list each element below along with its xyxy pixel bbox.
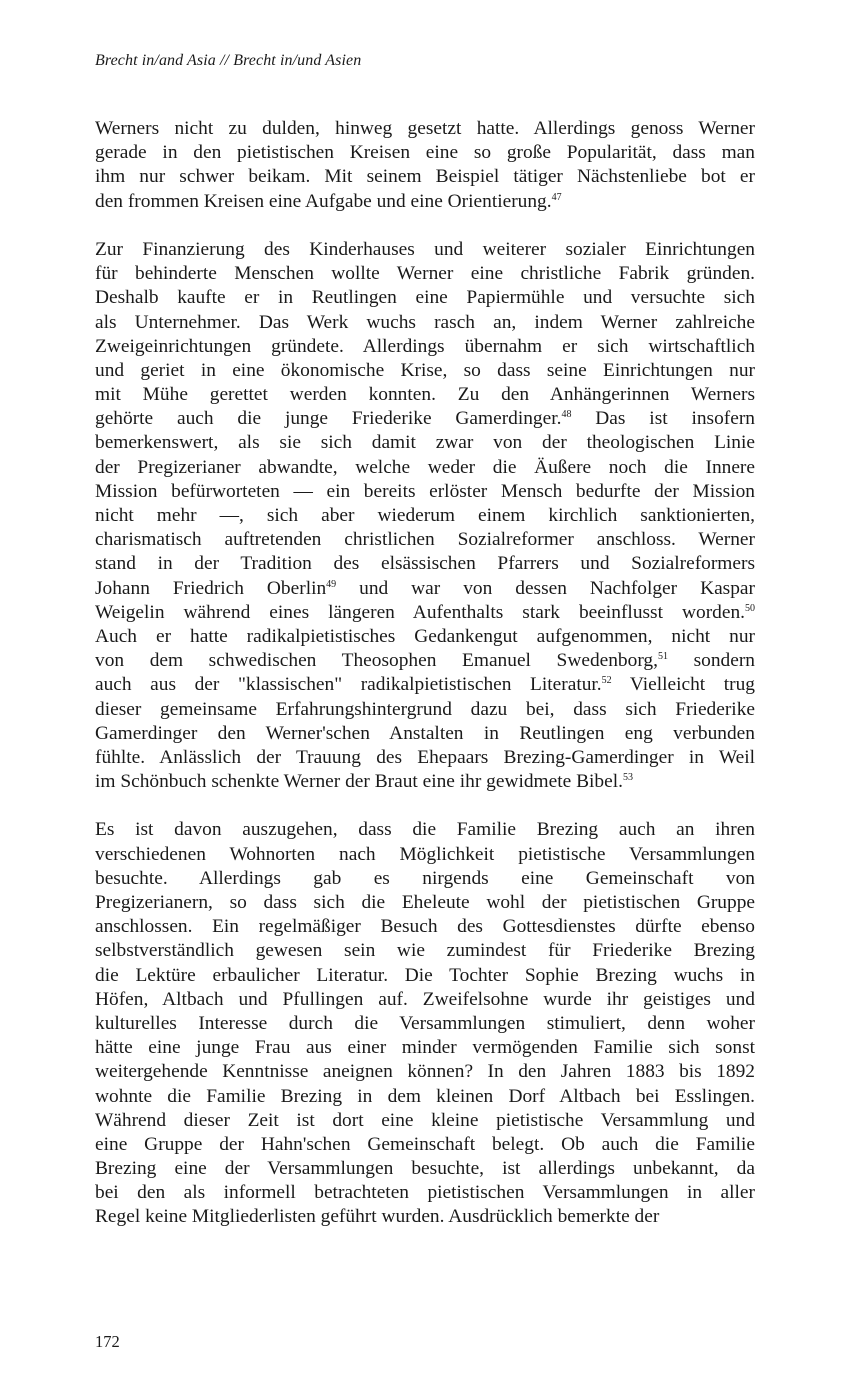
text-segment: bemerkenswert, als sie sich damit zwar von der theologischen Linie xyxy=(95,432,755,454)
footnote-ref: 53 xyxy=(622,772,633,784)
text-line xyxy=(95,770,755,794)
text-line xyxy=(95,746,755,770)
text-line xyxy=(95,262,755,286)
text-line xyxy=(95,117,755,141)
page-number: 172 xyxy=(95,1332,120,1351)
text-segment: wohnte die Familie Brezing in dem kleinen Dorf Altbach bei Esslingen. xyxy=(95,1085,755,1107)
text-segment: Zweigeinrichtungen gründete. Allerdings übernahm er sich wirtschaftlich xyxy=(95,335,755,357)
text-line xyxy=(95,891,755,915)
text-segment: besuchte. Allerdings gab es nirgends eine Gemeinschaft von xyxy=(95,867,755,889)
text-segment: gerade in den pietistischen Kreisen eine so große Popularität, dass man xyxy=(95,142,755,164)
text-line xyxy=(95,1060,755,1084)
text-segment: sondern xyxy=(667,650,755,672)
body-text xyxy=(95,117,755,1230)
text-segment: von dem schwedischen Theosophen Emanuel Swedenborg, xyxy=(95,650,658,672)
text-segment: hätte eine junge Frau aus einer minder vermögenden Familie sich sonst xyxy=(95,1037,755,1059)
text-line xyxy=(95,238,755,262)
text-line xyxy=(95,480,755,504)
footnote-ref: 51 xyxy=(657,651,668,663)
text-line xyxy=(95,939,755,963)
text-segment: selbstverständlich gewesen sein wie zumindest für Friederike Brezing xyxy=(95,940,755,962)
text-line xyxy=(95,1133,755,1157)
text-line xyxy=(95,1205,755,1229)
text-segment: kulturelles Interesse durch die Versammlungen stimuliert, denn woher xyxy=(95,1012,755,1034)
paragraph-gap xyxy=(95,794,755,818)
text-line xyxy=(95,915,755,939)
text-segment: im Schönbuch schenkte Werner der Braut eine ihr gewidmete Bibel. xyxy=(95,771,623,793)
text-segment: Das ist insofern xyxy=(571,408,755,430)
text-segment: nicht mehr —, sich aber wiederum einem kirchlich sanktionierten, xyxy=(95,505,755,526)
text-line xyxy=(95,1036,755,1060)
text-segment: weitergehende Kenntnisse aneignen können? In den Jahren 1883 bis 1892 xyxy=(95,1061,755,1083)
text-segment: Mission befürworteten — ein bereits erlöster Mensch bedurfte der Mission xyxy=(95,480,755,502)
text-line xyxy=(95,601,755,625)
text-segment: charismatisch auftretenden christlichen Sozialreformer anschloss. Werner xyxy=(95,529,755,551)
text-segment: und war von dessen Nachfolger Kaspar xyxy=(336,577,755,599)
footnote-ref: 50 xyxy=(745,602,755,614)
text-line xyxy=(95,190,755,214)
text-line xyxy=(95,528,755,552)
text-line xyxy=(95,359,755,383)
text-segment: Es ist davon auszugehen, dass die Familie Brezing auch an ihren xyxy=(95,819,755,841)
text-segment: als Unternehmer. Das Werk wuchs rasch an, indem Werner zahlreiche xyxy=(95,311,755,333)
text-segment: Regel keine Mitgliederlisten geführt wurden. Ausdrücklich bemerkte der xyxy=(95,1206,660,1228)
text-line xyxy=(95,843,755,867)
text-segment: Höfen, Altbach und Pfullingen auf. Zweifelsohne wurde ihr geistiges und xyxy=(95,988,755,1010)
text-segment: mit Mühe gerettet werden konnten. Zu den Anhängerinnen Werners xyxy=(95,384,755,406)
text-line xyxy=(95,456,755,480)
text-segment: Zur Finanzierung des Kinderhauses und weiterer sozialer Einrichtungen xyxy=(95,238,755,260)
text-line xyxy=(95,1181,755,1205)
text-segment: auch aus der "klassischen" radikalpietistischen Literatur. xyxy=(95,674,602,696)
text-line xyxy=(95,1109,755,1133)
text-line xyxy=(95,867,755,891)
text-line xyxy=(95,1012,755,1036)
text-segment: dieser gemeinsame Erfahrungshintergrund dazu bei, dass sich Friederike xyxy=(95,698,755,720)
text-segment: Vielleicht trug xyxy=(611,674,755,696)
text-line xyxy=(95,1157,755,1181)
text-line xyxy=(95,964,755,988)
text-segment: Johann Friedrich Oberlin xyxy=(95,577,327,599)
text-segment: gehörte auch die junge Friederike Gamerdinger. xyxy=(95,408,562,430)
text-segment: die Lektüre erbaulicher Literatur. Die Tochter Sophie Brezing wuchs in xyxy=(95,964,755,986)
text-line xyxy=(95,141,755,165)
text-line xyxy=(95,1085,755,1109)
text-line xyxy=(95,625,755,649)
running-head: Brecht in/and Asia // Brecht in/und Asien xyxy=(95,52,362,69)
text-segment: fühlte. Anlässlich der Trauung des Ehepaars Brezing-Gamerdinger in Weil xyxy=(95,746,755,768)
text-segment: Werners nicht zu dulden, hinweg gesetzt hatte. Allerdings genoss Werner xyxy=(95,118,755,139)
text-segment: ihm nur schwer beikam. Mit seinem Beispiel tätiger Nächstenliebe bot er xyxy=(95,166,755,188)
text-segment: Pregizerianern, so dass sich die Eheleute wohl der pietistischen Gruppe xyxy=(95,892,755,913)
text-segment: Weigelin während eines längeren Aufenthalts stark beeinflusst worden. xyxy=(95,601,745,623)
text-segment: Gamerdinger den Werner'schen Anstalten in Reutlingen eng verbunden xyxy=(95,722,755,744)
text-segment: und geriet in eine ökonomische Krise, so dass seine Einrichtungen nur xyxy=(95,359,755,381)
text-segment: bei den als informell betrachteten pietistischen Versammlungen in aller xyxy=(95,1182,755,1204)
text-line xyxy=(95,286,755,310)
paragraph xyxy=(95,117,755,214)
text-segment: anschlossen. Ein regelmäßiger Besuch des Gottesdienstes dürfte ebenso xyxy=(95,916,755,938)
text-line xyxy=(95,311,755,335)
text-segment: Auch er hatte radikalpietistisches Gedankengut aufgenommen, nicht nur xyxy=(95,625,755,647)
text-segment: Deshalb kaufte er in Reutlingen eine Papiermühle und versuchte sich xyxy=(95,287,755,309)
text-line xyxy=(95,335,755,359)
footnote-ref: 48 xyxy=(561,409,572,421)
text-line xyxy=(95,407,755,431)
footnote-ref: 47 xyxy=(551,191,562,203)
text-segment: Brezing eine der Versammlungen besuchte, ist allerdings unbekannt, da xyxy=(95,1158,755,1180)
text-line xyxy=(95,577,755,601)
footnote-ref: 49 xyxy=(326,578,337,590)
text-line xyxy=(95,504,755,528)
text-segment: eine Gruppe der Hahn'schen Gemeinschaft belegt. Ob auch die Familie xyxy=(95,1133,755,1155)
text-line xyxy=(95,698,755,722)
text-line xyxy=(95,988,755,1012)
text-segment: verschiedenen Wohnorten nach Möglichkeit pietistische Versammlungen xyxy=(95,843,755,865)
text-line xyxy=(95,722,755,746)
text-line xyxy=(95,165,755,189)
footnote-ref: 52 xyxy=(601,675,612,687)
text-segment: der Pregizerianer abwandte, welche weder die Äußere noch die Innere xyxy=(95,456,755,478)
text-line xyxy=(95,649,755,673)
paragraph xyxy=(95,818,755,1229)
text-line xyxy=(95,431,755,455)
text-segment: Während dieser Zeit ist dort eine kleine pietistische Versammlung und xyxy=(95,1109,755,1131)
text-line xyxy=(95,383,755,407)
text-line xyxy=(95,818,755,842)
text-line xyxy=(95,552,755,576)
paragraph-gap xyxy=(95,214,755,238)
text-line xyxy=(95,673,755,697)
text-segment: stand in der Tradition des elsässischen Pfarrers und Sozialreformers xyxy=(95,553,755,575)
text-segment: den frommen Kreisen eine Aufgabe und eine Orientierung. xyxy=(95,190,552,212)
paragraph xyxy=(95,238,755,794)
text-segment: für behinderte Menschen wollte Werner eine christliche Fabrik gründen. xyxy=(95,263,755,285)
